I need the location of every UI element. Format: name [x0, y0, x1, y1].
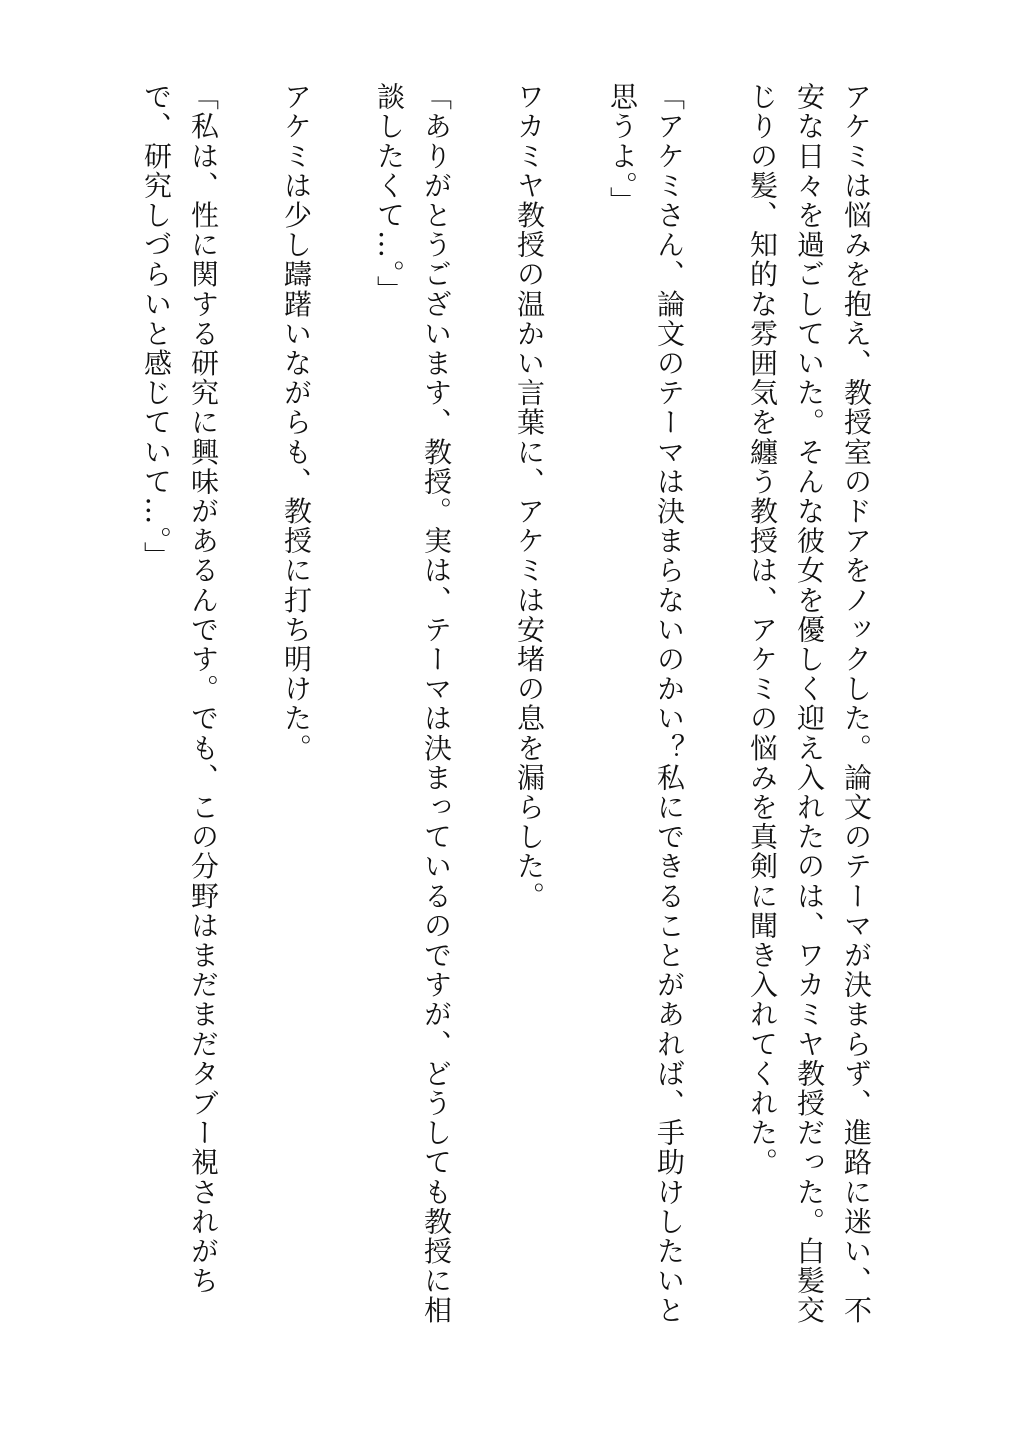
- paragraph-dialogue-professor-1: 「アケミさん、論文のテーマは決まらないのかい？私にできることがあれば、手助けしたいと思うよ。」: [606, 82, 686, 1326]
- paragraph-dialogue-akemi-2: 「私は、性に関する研究に興味があるんです。でも、この分野はまだまだタブー視されがちで、研究しづらいと感じていて…。」: [140, 82, 220, 1296]
- paragraph-narration-1: アケミは悩みを抱え、教授室のドアをノックした。論文のテーマが決まらず、進路に迷い、不安な日々を過ごしていた。そんな彼女を優しく迎え入れたのは、ワカミヤ教授だった。白髪交じりの髪、知的な雰囲気を纏う教授は、アケミの悩みを真剣に聞き入れてくれた。: [746, 82, 873, 1326]
- paragraph-dialogue-akemi-1: 「ありがとうございます、教授。実は、テーマは決まっているのですが、どうしても教授に相談したくて…。」: [373, 82, 453, 1326]
- paragraph-narration-2: ワカミヤ教授の温かい言葉に、アケミは安堵の息を漏らした。: [513, 82, 546, 911]
- vertical-text-body: [87, 82, 880, 1342]
- paragraph-narration-3: アケミは少し躊躇いながらも、教授に打ち明けた。: [280, 82, 313, 763]
